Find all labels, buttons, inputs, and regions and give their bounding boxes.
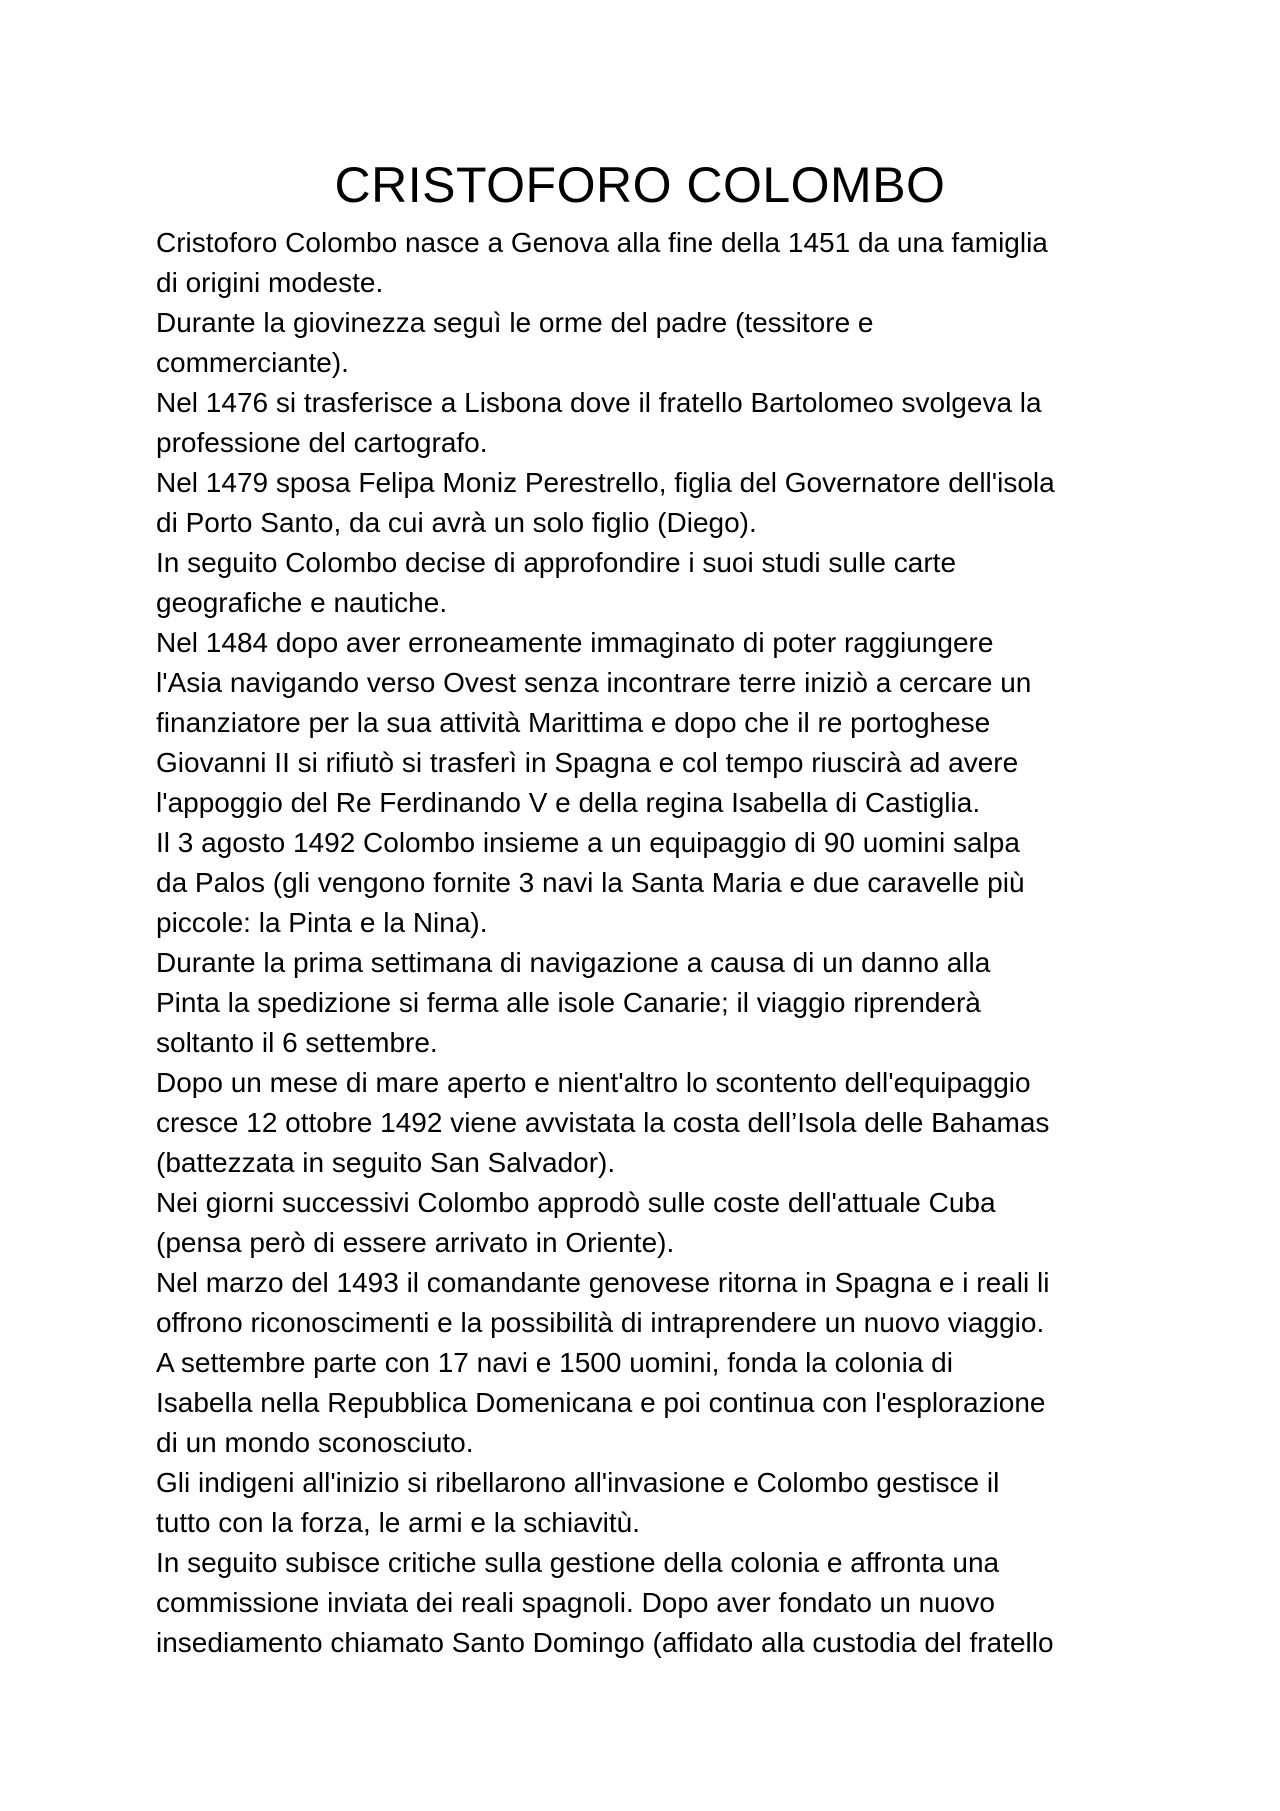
text-line: di Porto Santo, da cui avrà un solo figlio (Diego). (156, 507, 757, 538)
text-line: offrono riconoscimenti e la possibilità di intraprendere un nuovo viaggio. (156, 1307, 1045, 1338)
text-line: Nel 1476 si trasferisce a Lisbona dove il fratello Bartolomeo svolgeva la (156, 387, 1042, 418)
text-line: finanziatore per la sua attività Marittima e dopo che il re portoghese (156, 707, 991, 738)
text-line: (battezzata in seguito San Salvador). (156, 1147, 616, 1178)
text-line: piccole: la Pinta e la Nina). (156, 907, 488, 938)
text-line: Giovanni II si rifiutò si trasferì in Spagna e col tempo riuscirà ad avere (156, 747, 1019, 778)
text-line: insediamento chiamato Santo Domingo (affidato alla custodia del fratello (156, 1627, 1054, 1658)
text-line: Nel marzo del 1493 il comandante genovese ritorna in Spagna e i reali li (156, 1267, 1050, 1298)
text-line: di un mondo sconosciuto. (156, 1427, 474, 1458)
document-body (156, 223, 1156, 1663)
text-line: commerciante). (156, 347, 349, 378)
text-line: In seguito Colombo decise di approfondire i suoi studi sulle carte (156, 547, 957, 578)
text-line: l'Asia navigando verso Ovest senza incontrare terre iniziò a cercare un (156, 667, 1032, 698)
text-line: Nei giorni successivi Colombo approdò sulle coste dell'attuale Cuba (156, 1187, 996, 1218)
text-line: soltanto il 6 settembre. (156, 1027, 438, 1058)
text-line: Isabella nella Repubblica Domenicana e poi continua con l'esplorazione (156, 1387, 1046, 1418)
text-line: Gli indigeni all'inizio si ribellarono all'invasione e Colombo gestisce il (156, 1467, 1000, 1498)
text-line: A settembre parte con 17 navi e 1500 uomini, fonda la colonia di (156, 1347, 953, 1378)
text-line: da Palos (gli vengono fornite 3 navi la Santa Maria e due caravelle più (156, 867, 1025, 898)
text-line: tutto con la forza, le armi e la schiavitù. (156, 1507, 640, 1538)
text-line: di origini modeste. (156, 267, 384, 298)
text-line: geografiche e nautiche. (156, 587, 448, 618)
text-line: professione del cartografo. (156, 427, 488, 458)
text-line: Pinta la spedizione si ferma alle isole Canarie; il viaggio riprenderà (156, 987, 981, 1018)
text-line: Dopo un mese di mare aperto e nient'altro lo scontento dell'equipaggio (156, 1067, 1031, 1098)
text-line: Durante la prima settimana di navigazione a causa di un danno alla (156, 947, 991, 978)
text-line: Nel 1479 sposa Felipa Moniz Perestrello, figlia del Governatore dell'isola (156, 467, 1055, 498)
document-title: CRISTOFORO COLOMBO (334, 157, 946, 213)
text-line: In seguito subisce critiche sulla gestione della colonia e affronta una (156, 1547, 1000, 1578)
text-line: cresce 12 ottobre 1492 viene avvistata la costa dell’Isola delle Bahamas (156, 1107, 1050, 1138)
text-line: Cristoforo Colombo nasce a Genova alla fine della 1451 da una famiglia (156, 227, 1048, 258)
text-line: Durante la giovinezza seguì le orme del padre (tessitore e (156, 307, 874, 338)
text-line: l'appoggio del Re Ferdinando V e della regina Isabella di Castiglia. (156, 787, 981, 818)
text-line: (pensa però di essere arrivato in Oriente). (156, 1227, 675, 1258)
text-line: Il 3 agosto 1492 Colombo insieme a un equipaggio di 90 uomini salpa (156, 827, 1020, 858)
text-line: Nel 1484 dopo aver erroneamente immaginato di poter raggiungere (156, 627, 994, 658)
text-line: commissione inviata dei reali spagnoli. Dopo aver fondato un nuovo (156, 1587, 995, 1618)
